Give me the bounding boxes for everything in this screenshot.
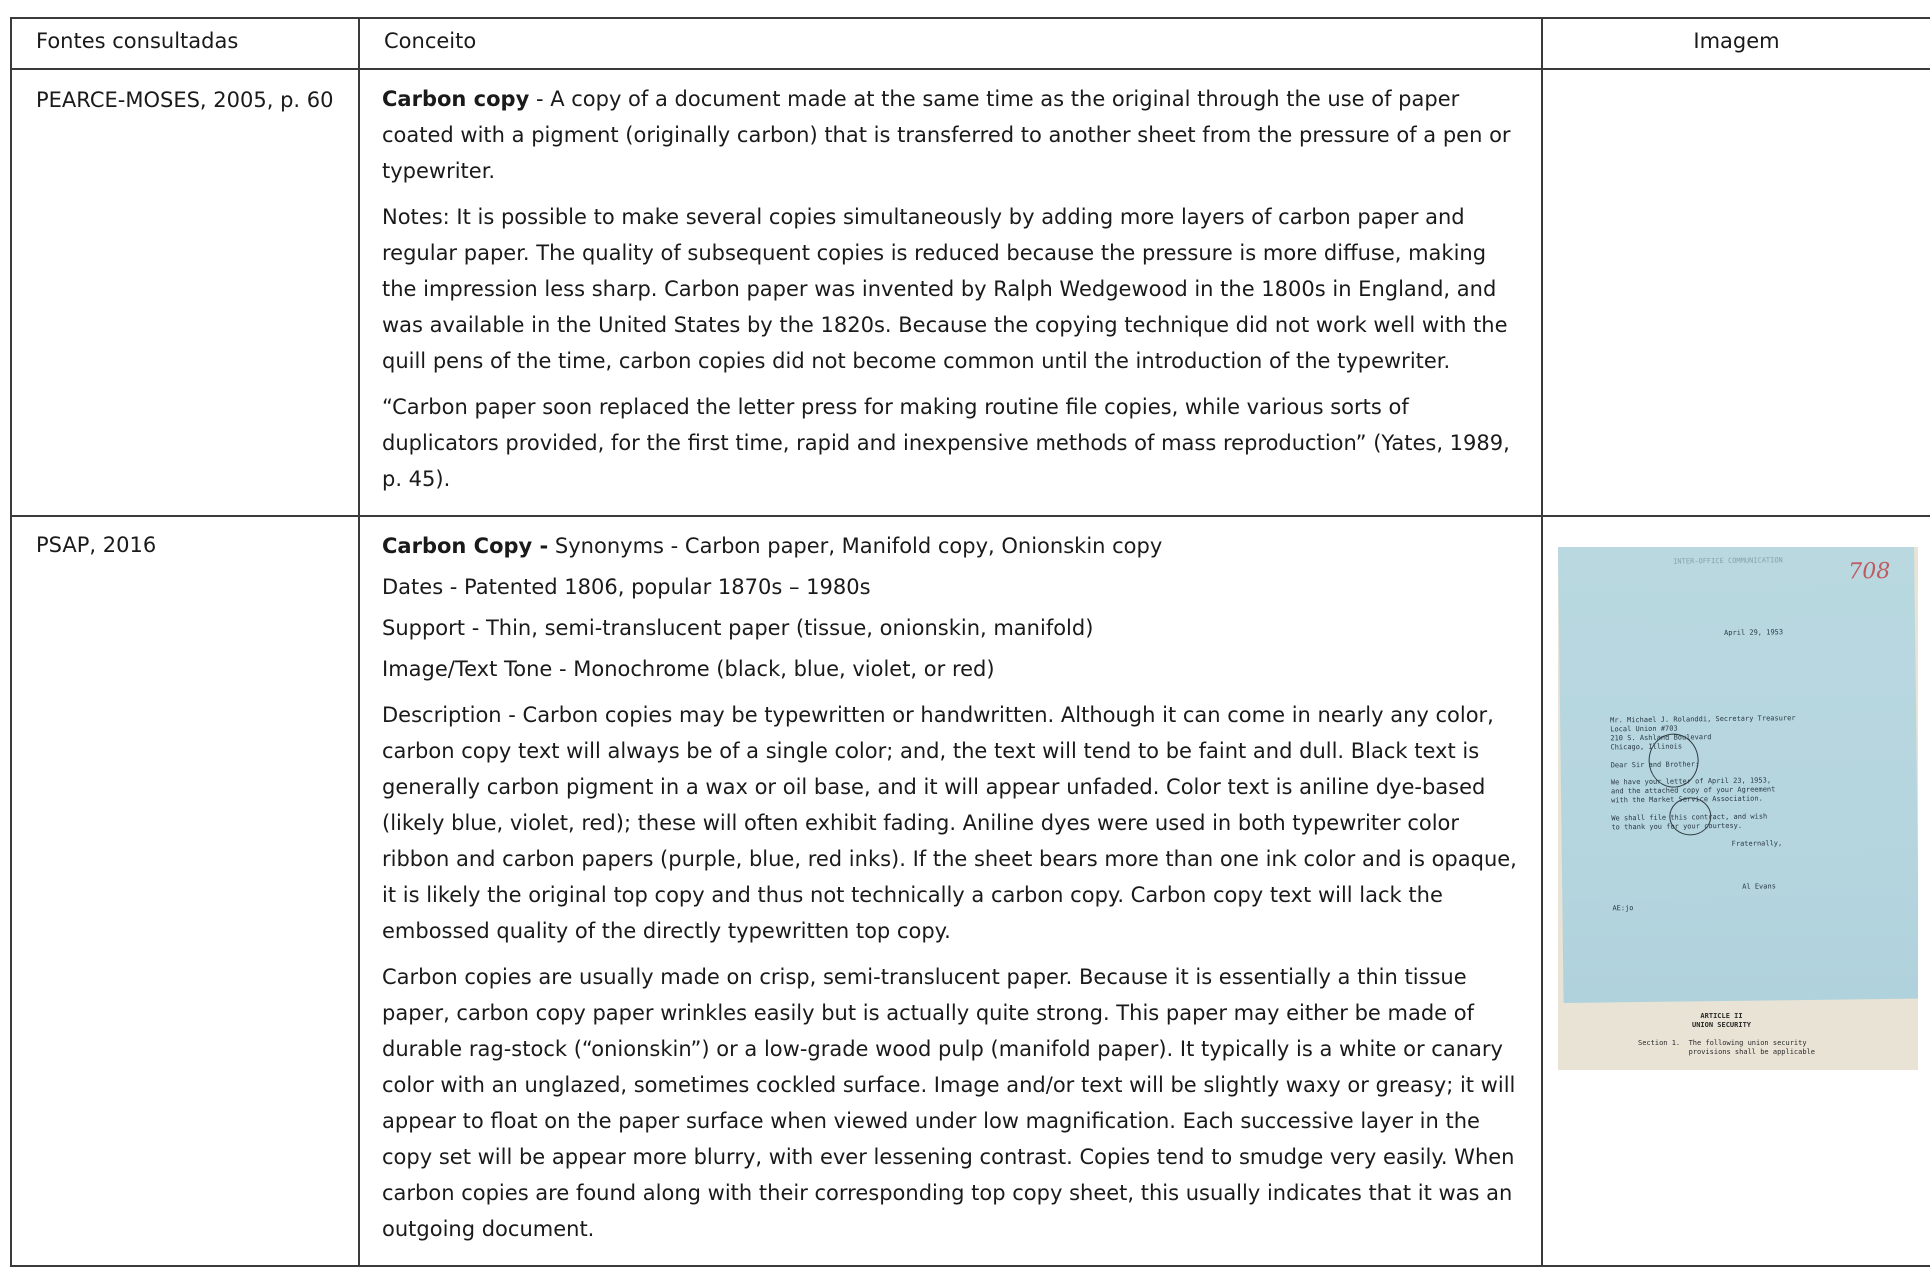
letter-date: April 29, 1953 [1724,628,1784,637]
header-sources: Fontes consultadas [11,18,359,69]
table-row [11,69,1930,516]
letter-body: We have your letter of April 23, 1953, and the attached copy of your Agreement with the Market Service Association. We shall file this contract, and wish to thank you for your courtesy. [1610,776,1776,832]
carbon-copy-photo [1558,547,1918,1070]
letter-closing: Fraternally, [1731,839,1783,848]
article-heading: ARTICLE II UNION SECURITY [1692,1012,1752,1029]
header-image: Imagem [1542,18,1930,69]
section-text: Section 1. The following union security provisions shall be applicable [1638,1039,1816,1056]
term-label: Carbon copy [382,87,530,111]
letter-signature: Al Evans [1742,882,1776,891]
ink-circle-mark [1648,733,1699,788]
image-cell [1542,516,1930,1266]
letter-salutation: Dear Sir and Brother: [1610,760,1700,770]
support-line: Support - Thin, semi-translucent paper (tissue, onionskin, manifold) [382,616,1094,640]
source-citation: PEARCE-MOSES, 2005, p. 60 [36,88,334,112]
dates-line: Dates - Patented 1806, popular 1870s – 1980s [382,575,871,599]
definition-text: - A copy of a document made at the same time as the original through the use of paper coated with a pigment (originally carbon) that is transferred to another sheet from the pressure of a pen or typewriter. [382,87,1511,183]
handwritten-number: 708 [1848,558,1891,585]
description-paragraph: Description - Carbon copies may be typewritten or handwritten. Although it can come in nearly any color, carbon copy text will always be of a single color; and, the text will tend to be faint and dull. Black text is generally carbon pigment in a wax or oil base, and it will appear unfaded. Color text is aniline dye-based (likely blue, violet, red); these will often exhibit fading. Aniline dyes were used in both typewriter color ribbon and carbon papers (purple, blue, red inks). If the sheet bears more than one ink color and is opaque, it is likely the original top copy and thus not technically a carbon copy. Carbon copy text will lack the embossed quality of the directly typewritten top copy. [382,703,1517,943]
concept-table [10,17,1930,1267]
synonyms-text: Synonyms - Carbon paper, Manifold copy, Onionskin copy [548,534,1163,558]
source-citation: PSAP, 2016 [36,533,157,557]
letter-address: Mr. Michael J. Rolanddi, Secretary Treasurer Local Union #703 210 S. Ashland Boulevard Chicago, Illinois [1610,714,1796,752]
image-cell-empty [1542,69,1930,516]
tone-line: Image/Text Tone - Monochrome (black, blue, violet, or red) [382,657,995,681]
source-cell [11,516,359,1266]
table-header-row [11,18,1930,69]
quote-paragraph: “Carbon paper soon replaced the letter press for making routine file copies, while various sorts of duplicators provided, for the first time, rapid and inexpensive methods of mass reproduction” (Yates, 1989, p. 45). [382,395,1510,491]
synonyms-line [382,528,1519,564]
blue-carbon-sheet [1558,547,1918,1003]
table-row [11,516,1930,1266]
paper-paragraph: Carbon copies are usually made on crisp, semi-translucent paper. Because it is essentially a thin tissue paper, carbon copy paper wrinkles easily but is actually quite strong. This paper may either be made of durable rag-stock (“onionskin”) or a low-grade wood pulp (manifold paper). It typically is a white or canary color with an unglazed, sometimes cockled surface. Image and/or text will be slightly waxy or greasy; it will appear to float on the paper surface when viewed under low magnification. Each successive layer in the copy set will be appear more blurry, with ever lessening contrast. Copies tend to smudge very easily. When carbon copies are found along with their corresponding top copy sheet, this usually indicates that it was an outgoing document. [382,965,1516,1241]
term-label: Carbon Copy - [382,534,549,558]
concept-cell [359,69,1542,516]
notes-paragraph: Notes: It is possible to make several copies simultaneously by adding more layers of carbon paper and regular paper. The quality of subsequent copies is reduced because the pressure is more diffuse, making the impression less sharp. Carbon paper was invented by Ralph Wedgewood in the 1800s in England, and was available in the United States by the 1820s. Because the copying technique did not work well with the quill pens of the time, carbon copies did not become common until the introduction of the typewriter. [382,205,1508,373]
letterhead-faint: INTER-OFFICE COMMUNICATION [1673,556,1783,566]
header-concept: Conceito [359,18,1542,69]
concept-cell [359,516,1542,1266]
definition-paragraph [382,81,1519,189]
letter-initials: AE:jo [1612,904,1634,913]
source-cell [11,69,359,516]
